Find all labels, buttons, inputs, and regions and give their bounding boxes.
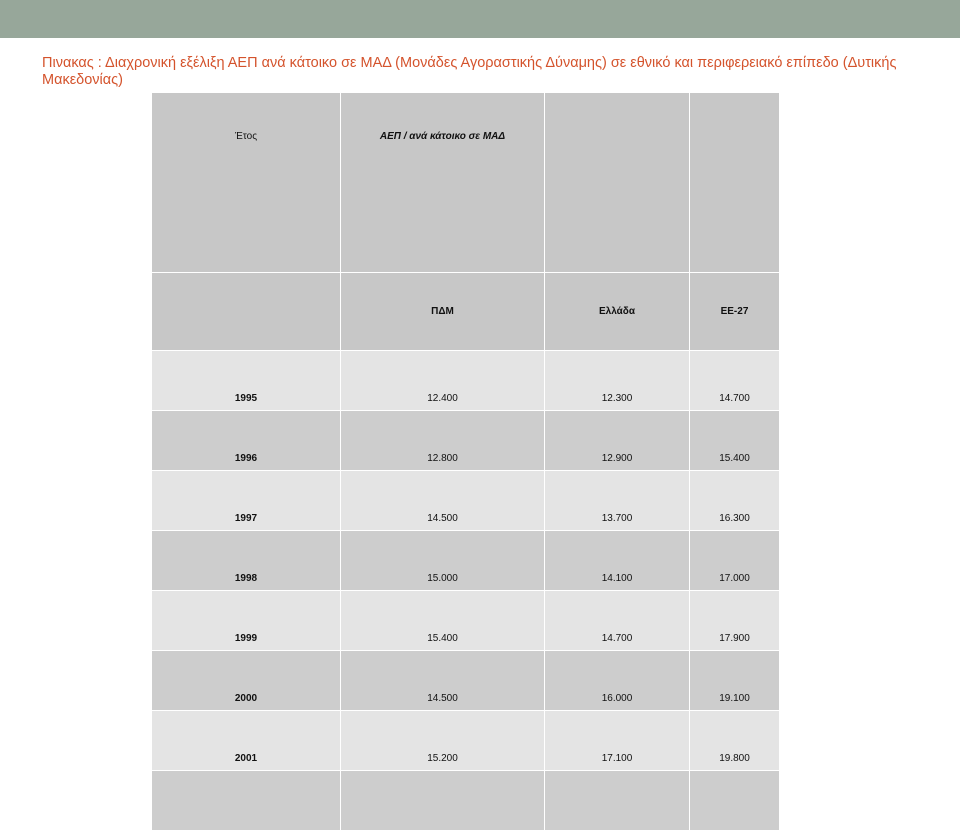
slide-title: Πινακας : Διαχρονική εξέλιξη ΑΕΠ ανά κάτοικο σε ΜΑΔ (Μονάδες Αγοραστικής Δύναμης) σε εθνικό και περιφερειακό επίπεδο (Δυτικής Μακεδονίας) bbox=[42, 55, 897, 88]
table-header-row bbox=[152, 93, 780, 273]
header-year: Έτος bbox=[152, 93, 341, 273]
pdm-cell: 14.500 bbox=[341, 471, 545, 531]
pdm-cell: 15.200 bbox=[341, 711, 545, 771]
pdm-cell: 14.500 bbox=[341, 651, 545, 711]
table-row bbox=[152, 771, 780, 831]
subheader-year bbox=[152, 273, 341, 351]
pdm-cell: 15.000 bbox=[341, 531, 545, 591]
greece-cell: 17.100 bbox=[545, 711, 690, 771]
table-row bbox=[152, 411, 780, 471]
eu-cell: 19.100 bbox=[690, 651, 780, 711]
gdp-table bbox=[151, 92, 780, 831]
header-empty-cell bbox=[545, 93, 690, 273]
pdm-cell: 12.400 bbox=[341, 351, 545, 411]
eu-cell: 16.300 bbox=[690, 471, 780, 531]
table-row bbox=[152, 531, 780, 591]
year-cell: 1999 bbox=[152, 591, 341, 651]
top-band bbox=[0, 0, 960, 38]
greece-cell bbox=[545, 771, 690, 831]
greece-cell: 14.700 bbox=[545, 591, 690, 651]
table-subheader-row bbox=[152, 273, 780, 351]
subheader-pdm: ΠΔΜ bbox=[341, 273, 545, 351]
greece-cell: 14.100 bbox=[545, 531, 690, 591]
header-gdp: ΑΕΠ / ανά κάτοικο σε ΜΑΔ bbox=[341, 93, 545, 273]
year-cell bbox=[152, 771, 341, 831]
eu-cell: 19.800 bbox=[690, 711, 780, 771]
year-cell: 1997 bbox=[152, 471, 341, 531]
pdm-cell bbox=[341, 771, 545, 831]
pdm-cell: 15.400 bbox=[341, 591, 545, 651]
year-cell: 1996 bbox=[152, 411, 341, 471]
table-row bbox=[152, 591, 780, 651]
subheader-greece: Ελλάδα bbox=[545, 273, 690, 351]
greece-cell: 13.700 bbox=[545, 471, 690, 531]
subheader-eu: ΕΕ-27 bbox=[690, 273, 780, 351]
year-cell: 1998 bbox=[152, 531, 341, 591]
year-cell: 2000 bbox=[152, 651, 341, 711]
year-cell: 1995 bbox=[152, 351, 341, 411]
eu-cell: 17.900 bbox=[690, 591, 780, 651]
table-row bbox=[152, 471, 780, 531]
table-row bbox=[152, 351, 780, 411]
eu-cell bbox=[690, 771, 780, 831]
pdm-cell: 12.800 bbox=[341, 411, 545, 471]
year-cell: 2001 bbox=[152, 711, 341, 771]
header-empty-cell bbox=[690, 93, 780, 273]
eu-cell: 15.400 bbox=[690, 411, 780, 471]
eu-cell: 14.700 bbox=[690, 351, 780, 411]
greece-cell: 12.300 bbox=[545, 351, 690, 411]
greece-cell: 16.000 bbox=[545, 651, 690, 711]
greece-cell: 12.900 bbox=[545, 411, 690, 471]
eu-cell: 17.000 bbox=[690, 531, 780, 591]
table-row bbox=[152, 651, 780, 711]
